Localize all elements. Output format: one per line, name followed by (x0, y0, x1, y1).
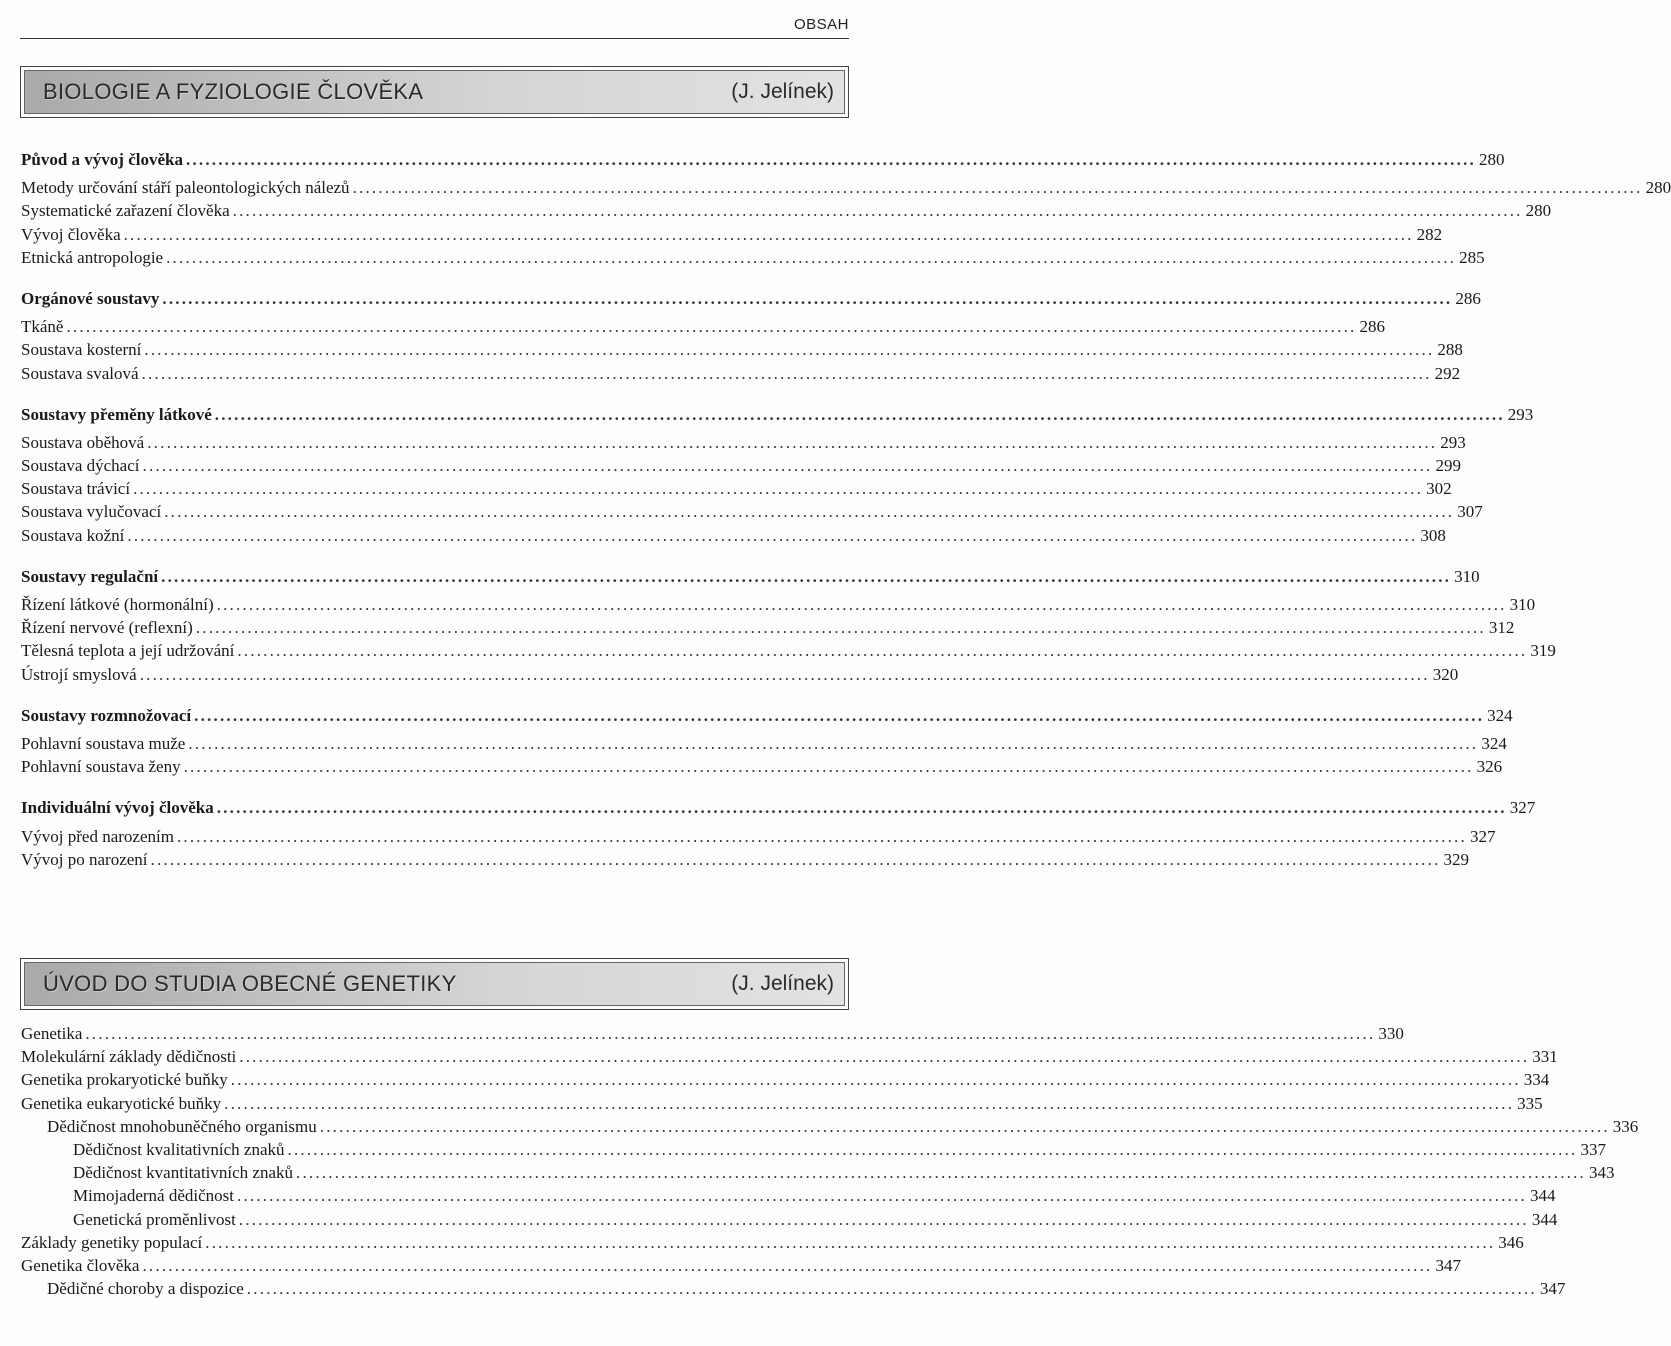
toc-page-number: 336 (1612, 1116, 1639, 1136)
dot-leader: ........................................................................................................................................................................................................ (150, 849, 1441, 869)
dot-leader: ........................................................................................................................................................................................................ (185, 150, 1476, 169)
toc-biology (21, 148, 1671, 889)
toc-page-number: 285 (1459, 247, 1485, 267)
toc-page-number: 343 (1589, 1163, 1615, 1183)
toc-entry[interactable] (21, 454, 1461, 477)
toc-entry[interactable] (21, 287, 1481, 310)
toc-page-number: 344 (1531, 1209, 1558, 1229)
dot-leader: ........................................................................................................................................................................................................ (141, 363, 1432, 383)
toc-entry-title: Pohlavní soustava ženy (21, 757, 181, 777)
dot-leader: ........................................................................................................................................................................................................ (237, 1186, 1527, 1206)
toc-group (21, 148, 1671, 269)
dot-leader: ........................................................................................................................................................................................................ (230, 1070, 1521, 1090)
toc-entry[interactable] (21, 1277, 1566, 1300)
dot-leader: ........................................................................................................................................................................................................ (194, 705, 1485, 725)
running-head (20, 14, 849, 39)
toc-page-number: 327 (1469, 826, 1496, 846)
toc-entry[interactable] (21, 616, 1515, 639)
toc-entry-title: Orgánové soustavy (21, 288, 160, 308)
toc-entry[interactable] (21, 148, 1505, 171)
toc-entry-title: Dědičnost kvalitativních znaků (73, 1139, 285, 1159)
toc-entry[interactable] (21, 362, 1461, 385)
toc-page-number: 293 (1440, 432, 1466, 452)
dot-leader: ........................................................................................................................................................................................................ (166, 247, 1457, 267)
toc-entry[interactable] (21, 755, 1503, 778)
running-head-label: OBSAH (793, 16, 849, 33)
toc-entry[interactable] (21, 639, 1556, 662)
toc-entry[interactable] (21, 1161, 1615, 1184)
toc-page-number: 286 (1455, 288, 1481, 308)
dot-leader: ........................................................................................................................................................................................................ (287, 1139, 1578, 1159)
toc-page-number: 330 (1378, 1024, 1404, 1043)
toc-page-number: 344 (1530, 1186, 1556, 1206)
dot-leader: ........................................................................................................................................................................................................ (176, 826, 1467, 846)
toc-entry-title: Tkáně (21, 317, 64, 337)
section-author: (J. Jelínek) (731, 80, 834, 103)
toc-entry[interactable] (21, 315, 1385, 338)
toc-entry-title: Etnická antropologie (21, 247, 164, 267)
toc-entry-title: Soustava kožní (21, 525, 125, 545)
dot-leader: ........................................................................................................................................................................................................ (183, 757, 1474, 777)
toc-page-number: 302 (1426, 479, 1452, 499)
toc-entry[interactable] (21, 338, 1463, 361)
toc-page-number: 312 (1488, 618, 1515, 638)
dot-leader: ........................................................................................................................................................................................................ (123, 224, 1414, 244)
dot-leader: ........................................................................................................................................................................................................ (161, 566, 1452, 586)
toc-entry[interactable] (21, 848, 1470, 871)
dot-leader: ........................................................................................................................................................................................................ (85, 1024, 1376, 1043)
dot-leader: ........................................................................................................................................................................................................ (142, 456, 1433, 476)
toc-entry-title: Soustava oběhová (21, 432, 145, 452)
toc-group (21, 403, 1534, 547)
toc-page-number: 288 (1437, 340, 1463, 360)
toc-page-number: 324 (1481, 733, 1507, 753)
toc-page-number: 308 (1420, 525, 1446, 545)
dot-leader: ........................................................................................................................................................................................................ (352, 178, 1643, 198)
toc-entry-title: Dědičnost mnohobuněčného organismu (47, 1116, 317, 1136)
toc-entry-title: Dědičnost kvantitativních znaků (73, 1163, 293, 1183)
section-title: BIOLOGIE A FYZIOLOGIE ČLOVĚKA (43, 79, 424, 104)
dot-leader: ........................................................................................................................................................................................................ (237, 641, 1528, 661)
toc-group (21, 704, 1513, 779)
toc-genetics (21, 1022, 1639, 1300)
toc-entry-title: Soustava trávicí (21, 479, 131, 499)
toc-entry[interactable] (21, 223, 1443, 246)
toc-entry-title: Řízení látkové (hormonální) (21, 595, 214, 614)
toc-page-number: 299 (1435, 456, 1461, 476)
toc-entry[interactable] (21, 477, 1452, 500)
toc-entry[interactable] (21, 199, 1552, 222)
toc-entry-title: Původ a vývoj člověka (21, 150, 183, 169)
toc-page-number: 327 (1509, 798, 1536, 818)
dot-leader: ........................................................................................................................................................................................................ (139, 664, 1430, 684)
toc-entry-title: Ústrojí smyslová (21, 664, 137, 684)
dot-leader: ........................................................................................................................................................................................................ (296, 1163, 1586, 1183)
toc-page-number: 335 (1517, 1093, 1543, 1113)
toc-page-number: 337 (1580, 1139, 1606, 1159)
dot-leader: ........................................................................................................................................................................................................ (216, 595, 1507, 614)
toc-entry[interactable] (21, 524, 1446, 547)
toc-page-number: 346 (1498, 1232, 1524, 1252)
toc-page-number: 320 (1432, 664, 1459, 684)
toc-entry-title: Vývoj po narození (21, 849, 148, 869)
dot-leader: ........................................................................................................................................................................................................ (232, 201, 1523, 221)
toc-entry-title: Individuální vývoj člověka (21, 798, 214, 818)
dot-leader: ........................................................................................................................................................................................................ (127, 525, 1418, 545)
toc-entry[interactable] (21, 1045, 1558, 1068)
toc-entry-title: Mimojaderná dědičnost (73, 1186, 234, 1206)
toc-entry[interactable] (21, 593, 1536, 616)
toc-entry-title: Soustava kosterní (21, 340, 142, 360)
toc-entry-title: Řízení nervové (reflexní) (21, 618, 193, 638)
toc-entry-title: Genetika člověka (21, 1255, 140, 1275)
toc-entry-title: Vývoj člověka (21, 224, 121, 244)
toc-page-number: 334 (1523, 1070, 1550, 1090)
section-banner-genetics (20, 958, 849, 1010)
toc-entry[interactable] (21, 796, 1536, 819)
toc-page-number: 292 (1434, 363, 1461, 383)
toc-page-number: 280 (1478, 150, 1505, 169)
toc-entry-title: Soustava svalová (21, 363, 139, 383)
toc-entry[interactable] (21, 732, 1507, 755)
dot-leader: ........................................................................................................................................................................................................ (164, 502, 1455, 522)
toc-entry[interactable] (21, 663, 1459, 686)
toc-page-number: 286 (1359, 317, 1385, 337)
toc-entry[interactable] (21, 1231, 1524, 1254)
dot-leader: ........................................................................................................................................................................................................ (195, 618, 1486, 638)
toc-entry[interactable] (21, 1115, 1639, 1138)
toc-entry-title: Metody určování stáří paleontologických nálezů (21, 178, 350, 198)
toc-page-number: 280 (1645, 178, 1671, 198)
toc-entry-title: Soustava vylučovací (21, 502, 162, 522)
dot-leader: ........................................................................................................................................................................................................ (205, 1232, 1496, 1252)
toc-entry[interactable] (21, 1092, 1543, 1115)
toc-page-number: 280 (1525, 201, 1552, 221)
toc-entry-title: Vývoj před narozením (21, 826, 174, 846)
toc-page-number: 326 (1476, 757, 1503, 777)
toc-entry-title: Soustava dýchací (21, 456, 140, 476)
toc-entry[interactable] (21, 704, 1513, 727)
toc-entry-title: Soustavy rozmnožovací (21, 705, 192, 725)
toc-group (21, 287, 1481, 385)
toc-entry[interactable] (21, 1022, 1404, 1045)
toc-page-number: 347 (1435, 1255, 1461, 1275)
toc-entry-title: Základy genetiky populací (21, 1232, 203, 1252)
toc-entry-title: Genetika eukaryotické buňky (21, 1093, 222, 1113)
dot-leader: ........................................................................................................................................................................................................ (144, 340, 1435, 360)
dot-leader: ........................................................................................................................................................................................................ (133, 479, 1424, 499)
toc-page-number: 282 (1416, 224, 1443, 244)
dot-leader: ........................................................................................................................................................................................................ (147, 432, 1438, 452)
dot-leader: ........................................................................................................................................................................................................ (224, 1093, 1515, 1113)
toc-entry-title: Soustavy přeměny látkové (21, 404, 212, 424)
toc-page-number: 293 (1507, 404, 1534, 424)
toc-entry-title: Soustavy regulační (21, 566, 159, 586)
section-author: (J. Jelínek) (731, 972, 834, 995)
toc-entry[interactable] (21, 1068, 1550, 1091)
toc-entry[interactable] (21, 500, 1483, 523)
toc-entry-title: Systematické zařazení člověka (21, 201, 230, 221)
toc-group (21, 565, 1556, 686)
dot-leader: ........................................................................................................................................................................................................ (66, 317, 1357, 337)
toc-group (21, 796, 1536, 871)
toc-entry-title: Genetická proměnlivost (73, 1209, 236, 1229)
toc-entry-title: Tělesná teplota a její udržování (21, 641, 235, 661)
toc-entry-title: Pohlavní soustava muže (21, 733, 186, 753)
section-banner-biology (20, 66, 849, 118)
dot-leader: ........................................................................................................................................................................................................ (188, 733, 1479, 753)
toc-entry[interactable] (21, 246, 1485, 269)
toc-page-number: 310 (1509, 595, 1536, 614)
dot-leader: ........................................................................................................................................................................................................ (238, 1209, 1529, 1229)
toc-page-number: 324 (1487, 705, 1513, 725)
dot-leader: ........................................................................................................................................................................................................ (214, 404, 1505, 424)
toc-entry-title: Genetika (21, 1024, 83, 1043)
toc-entry[interactable] (21, 825, 1496, 848)
toc-entry[interactable] (21, 1208, 1558, 1231)
toc-page-number: 331 (1532, 1047, 1558, 1067)
section-title: ÚVOD DO STUDIA OBECNÉ GENETIKY (43, 971, 457, 996)
toc-entry-title: Genetika prokaryotické buňky (21, 1070, 228, 1090)
dot-leader: ........................................................................................................................................................................................................ (239, 1047, 1530, 1067)
toc-entry[interactable] (21, 176, 1671, 199)
dot-leader: ........................................................................................................................................................................................................ (142, 1255, 1433, 1275)
toc-entry-title: Molekulární základy dědičnosti (21, 1047, 237, 1067)
dot-leader: ........................................................................................................................................................................................................ (319, 1116, 1610, 1136)
toc-page-number: 347 (1539, 1279, 1566, 1299)
toc-entry[interactable] (21, 431, 1466, 454)
dot-leader: ........................................................................................................................................................................................................ (216, 798, 1507, 818)
toc-page-number: 310 (1454, 566, 1480, 586)
toc-entry[interactable] (21, 1184, 1556, 1207)
toc-page-number: 319 (1530, 641, 1556, 661)
dot-leader: ........................................................................................................................................................................................................ (162, 288, 1453, 308)
dot-leader: ........................................................................................................................................................................................................ (246, 1279, 1537, 1299)
toc-entry-title: Dědičné choroby a dispozice (47, 1279, 244, 1299)
toc-page-number: 307 (1457, 502, 1483, 522)
toc-page-number: 329 (1443, 849, 1470, 869)
toc-entry[interactable] (21, 1138, 1606, 1161)
toc-entry[interactable] (21, 565, 1480, 588)
toc-entry[interactable] (21, 403, 1534, 426)
toc-entry[interactable] (21, 1254, 1461, 1277)
